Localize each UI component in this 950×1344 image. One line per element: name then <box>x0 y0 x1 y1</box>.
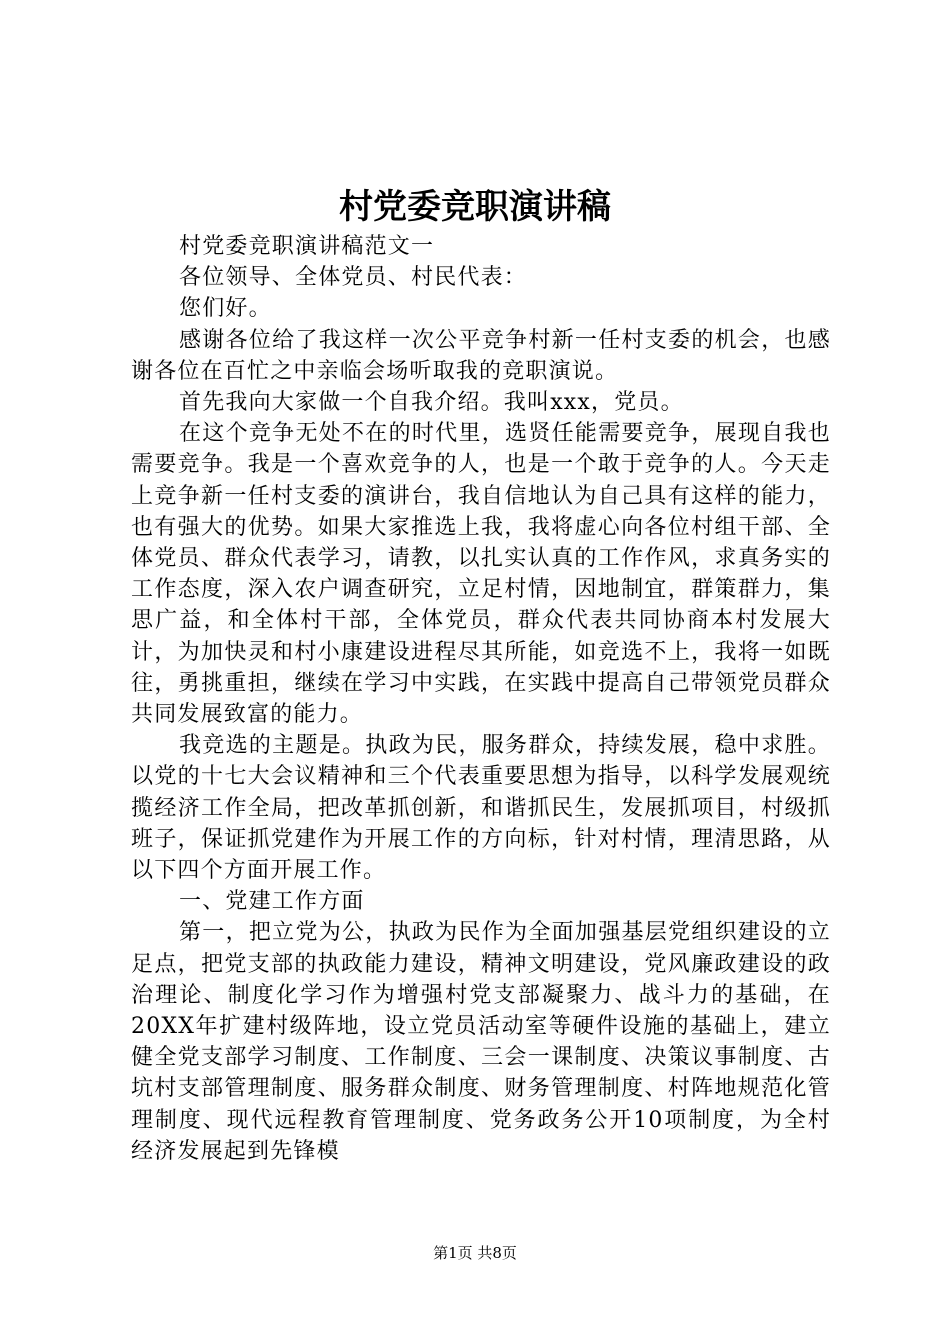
salutation-heading: 村党委竞职演讲稿范文一 <box>179 234 435 259</box>
paragraph-theme: 我竞选的主题是。执政为民，服务群众，持续发展，稳中求胜。以党的十七大会议精神和三个代表重要思想为指导，以科学发展观统揽经济工作全局，把改革抓创新，和谐抓民生，发展抓项目，村级抓班子，保证抓党建作为开展工作的方向标，针对村情，理清思路，从以下四个方面开展工作。 <box>131 733 831 884</box>
paragraph-first: 第一，把立党为公，执政为民作为全面加强基层党组织建设的立足点，把党支部的执政能力建设，精神文明建设，党风廉政建设的政治理论、制度化学习作为增强村党支部凝聚力、战斗力的基础，在20XX年扩建村级阵地，设立党员活动室等硬件设施的基础上，建立健全党支部学习制度、工作制度、三会一课制度、决策议事制度、古坑村支部管理制度、服务群众制度、财务管理制度、村阵地规范化管理制度、现代远程教育管理制度、党务政务公开10项制度，为全村经济发展起到先锋模 <box>131 920 831 1164</box>
page-footer: 第1页 共8页 <box>433 1244 517 1262</box>
document-body <box>131 231 831 1167</box>
paragraph-intro: 首先我向大家做一个自我介绍。我叫xxx，党员。 <box>179 390 684 416</box>
paragraph-thanks: 感谢各位给了我这样一次公平竞争村新一任村支委的机会，也感谢各位在百忙之中亲临会场听取我的竞职演说。 <box>131 327 831 384</box>
greeting: 您们好。 <box>179 296 272 322</box>
section-heading-party-building: 一、党建工作方面 <box>179 889 365 915</box>
salutation-audience: 各位领导、全体党员、村民代表： <box>179 265 528 291</box>
page-title: 村党委竞职演讲稿 <box>339 187 611 227</box>
paragraph-competition: 在这个竞争无处不在的时代里，选贤任能需要竞争，展现自我也需要竞争。我是一个喜欢竞争的人，也是一个敢于竞争的人。今天走上竞争新一任村支委的演讲台，我自信地认为自己具有这样的能力，也有强大的优势。如果大家推选上我，我将虚心向各位村组干部、全体党员、群众代表学习，请教，以扎实认真的工作作风，求真务实的工作态度，深入农户调查研究，立足村情，因地制宜，群策群力，集思广益，和全体村干部，全体党员，群众代表共同协商本村发展大计，为加快灵和村小康建设进程尽其所能，如竞选不上，我将一如既往，勇挑重担，继续在学习中实践，在实践中提高自己带领党员群众共同发展致富的能力。 <box>131 421 831 728</box>
